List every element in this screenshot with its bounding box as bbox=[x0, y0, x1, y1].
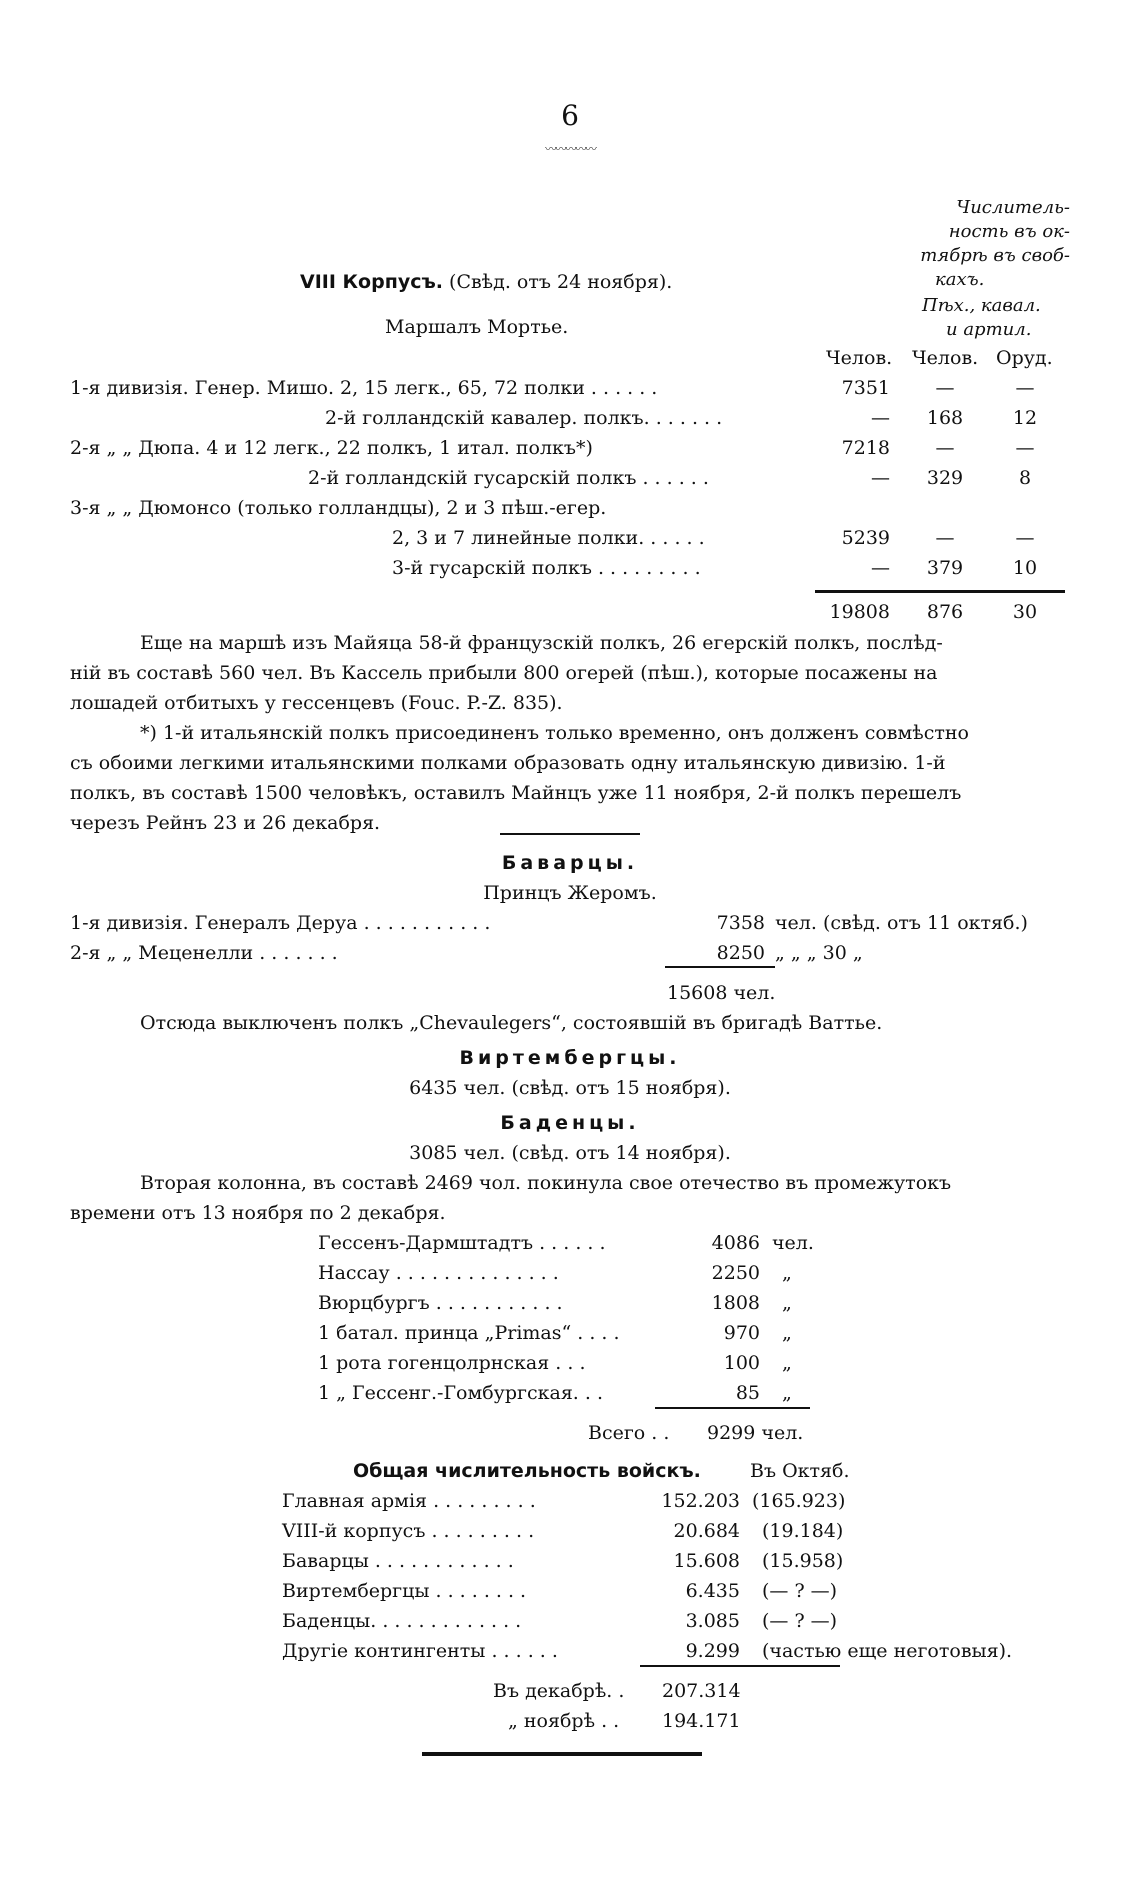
corps8-total-guns: 30 bbox=[1012, 601, 1038, 623]
contingent-num: 4086 bbox=[711, 1232, 760, 1254]
side-header-line: и артил. bbox=[946, 319, 1032, 340]
summary-label: Баденцы. . . . . . . . . . . . . bbox=[282, 1610, 522, 1632]
summary-nov-label: „ ноябрѣ . . bbox=[508, 1710, 620, 1732]
table-cell: — bbox=[935, 527, 955, 549]
contingents-total: 9299 чел. bbox=[707, 1422, 804, 1444]
col-header-men-2: Челов. bbox=[912, 347, 979, 369]
contingents-total-label: Всего . . bbox=[588, 1422, 670, 1444]
corps8-total-cav: 876 bbox=[926, 601, 964, 623]
summary-label: Баварцы . . . . . . . . . . . . bbox=[282, 1550, 514, 1572]
bavarians-title: Баварцы. bbox=[501, 852, 639, 874]
table-cell: — bbox=[1015, 437, 1035, 459]
bavarians-row-tail: чел. (свѣд. отъ 11 октяб.) bbox=[775, 912, 1028, 934]
summary-label: Главная армія . . . . . . . . . bbox=[282, 1490, 536, 1512]
table-row-label: 1-я дивизія. Генер. Мишо. 2, 15 легк., 65, 72 полки . . . . . . bbox=[70, 377, 658, 399]
contingent-unit: „ bbox=[782, 1382, 792, 1404]
total-rule bbox=[665, 966, 775, 968]
table-row-label: 2-я „ „ Дюпа. 4 и 12 легк., 22 полкъ, 1 итал. полкъ*) bbox=[70, 437, 593, 459]
table-cell: 8 bbox=[1018, 467, 1032, 489]
bavarians-row: 2-я „ „ Меценелли . . . . . . . bbox=[70, 942, 338, 964]
summary-oct: (15.958) bbox=[762, 1550, 844, 1572]
corps8-marshal: Маршалъ Мортье. bbox=[385, 316, 569, 338]
bavarians-excluded: Отсюда выключенъ полкъ „Chevaulegers“, состоявшій въ бригадѣ Ваттье. bbox=[140, 1012, 883, 1034]
side-header-line: тябрѣ въ своб- bbox=[920, 245, 1070, 266]
wurttemberg-title: Виртембергцы. bbox=[459, 1047, 681, 1069]
section-divider bbox=[500, 833, 640, 835]
table-cell: 12 bbox=[1012, 407, 1038, 429]
bavarians-row-num: 8250 bbox=[716, 942, 765, 964]
bavarians-prince: Принцъ Жеромъ. bbox=[483, 882, 657, 904]
table-cell: 7218 bbox=[841, 437, 890, 459]
summary-label: VIII-й корпусъ . . . . . . . . . bbox=[282, 1520, 535, 1542]
corps8-source: (Свѣд. отъ 24 ноября). bbox=[449, 271, 673, 293]
contingent-num: 85 bbox=[735, 1382, 760, 1404]
total-rule bbox=[640, 1665, 840, 1667]
summary-num: 152.203 bbox=[661, 1490, 740, 1512]
summary-oct: (165.923) bbox=[752, 1490, 846, 1512]
summary-dec-label: Въ декабрѣ. . bbox=[493, 1680, 625, 1702]
summary-num: 9.299 bbox=[685, 1640, 740, 1662]
contingent-unit: чел. bbox=[772, 1232, 814, 1254]
contingent-unit: „ bbox=[782, 1292, 792, 1314]
contingent-num: 1808 bbox=[711, 1292, 760, 1314]
table-cell: — bbox=[935, 437, 955, 459]
corps8-heading bbox=[300, 270, 672, 294]
contingent-label: 1 батал. принца „Primas“ . . . . bbox=[318, 1322, 620, 1344]
footnote-line: *) 1-й итальянскій полкъ присоединенъ только временно, онъ долженъ совмѣстно bbox=[140, 722, 969, 744]
side-header-line: Числитель- bbox=[956, 197, 1070, 218]
bavarians-total: 15608 чел. bbox=[667, 982, 776, 1004]
baden-title: Баденцы. bbox=[500, 1112, 640, 1134]
note-line: ній въ составѣ 560 чел. Въ Кассель прибыли 800 огерей (пѣш.), которые посажены на bbox=[70, 662, 938, 684]
summary-title: Общая числительность войскъ. bbox=[353, 1460, 701, 1482]
baden-line: 3085 чел. (свѣд. отъ 14 ноября). bbox=[409, 1142, 731, 1164]
footnote-line: съ обоими легкими итальянскими полками образовать одну итальянскую дивизію. 1-й bbox=[70, 752, 946, 774]
summary-oct: (— ? —) bbox=[762, 1610, 838, 1632]
note-line: Еще на маршѣ изъ Майяца 58-й французскій полкъ, 26 егерскій полкъ, послѣд- bbox=[140, 632, 943, 654]
end-rule bbox=[422, 1752, 702, 1756]
bavarians-row-num: 7358 bbox=[716, 912, 765, 934]
side-header-line: кахъ. bbox=[935, 269, 985, 290]
summary-num: 15.608 bbox=[673, 1550, 740, 1572]
table-row-label: 2-й голландскій кавалер. полкъ. . . . . . . bbox=[325, 407, 723, 429]
table-cell: — bbox=[1015, 377, 1035, 399]
summary-label: Другіе контингенты . . . . . . bbox=[282, 1640, 558, 1662]
summary-num: 3.085 bbox=[685, 1610, 740, 1632]
wurttemberg-line: 6435 чел. (свѣд. отъ 15 ноября). bbox=[409, 1077, 731, 1099]
contingent-num: 970 bbox=[723, 1322, 760, 1344]
contingent-unit: „ bbox=[782, 1322, 792, 1344]
side-header-line: Пѣх., кавал. bbox=[922, 295, 1041, 316]
table-cell: 329 bbox=[926, 467, 964, 489]
note-line: лошадей отбитыхъ у гессенцевъ (Fouc. P.-Z. 835). bbox=[70, 692, 563, 714]
summary-oct-header: Въ Октяб. bbox=[750, 1460, 850, 1482]
contingent-label: Нассау . . . . . . . . . . . . . . bbox=[318, 1262, 559, 1284]
table-cell: — bbox=[871, 407, 890, 429]
baden-column-line: Вторая колонна, въ составѣ 2469 чол. покинула свое отечество въ промежутокъ bbox=[140, 1172, 952, 1194]
col-header-guns: Оруд. bbox=[996, 347, 1053, 369]
table-cell: — bbox=[871, 467, 890, 489]
page-ornament: 〰〰〰〰〰 bbox=[544, 142, 595, 156]
side-header-line: ность въ ок- bbox=[948, 221, 1070, 242]
contingent-label: 1 „ Гессенг.-Гомбургская. . . bbox=[318, 1382, 603, 1404]
table-row-label: 2-й голландскій гусарскій полкъ . . . . . . bbox=[308, 467, 709, 489]
corps8-total-men: 19808 bbox=[829, 601, 890, 623]
table-row-label: 3-й гусарскій полкъ . . . . . . . . . bbox=[392, 557, 701, 579]
summary-oct: (19.184) bbox=[762, 1520, 844, 1542]
contingent-num: 2250 bbox=[711, 1262, 760, 1284]
summary-oct: (частью еще неготовыя). bbox=[762, 1640, 1013, 1662]
bavarians-row-tail: „ „ „ 30 „ bbox=[775, 942, 863, 964]
corps8-title: VIII Корпусъ. bbox=[300, 271, 443, 293]
summary-nov-total: 194.171 bbox=[662, 1710, 741, 1732]
table-cell: 168 bbox=[926, 407, 964, 429]
contingent-unit: „ bbox=[782, 1262, 792, 1284]
summary-dec-total: 207.314 bbox=[662, 1680, 741, 1702]
table-cell: — bbox=[935, 377, 955, 399]
summary-num: 6.435 bbox=[685, 1580, 740, 1602]
col-header-men: Челов. bbox=[826, 347, 893, 369]
contingent-num: 100 bbox=[723, 1352, 760, 1374]
summary-num: 20.684 bbox=[673, 1520, 740, 1542]
total-rule bbox=[815, 590, 1065, 593]
table-cell: — bbox=[1015, 527, 1035, 549]
table-row-label: 3-я „ „ Дюмонсо (только голландцы), 2 и 3 пѣш.-егер. bbox=[70, 497, 607, 519]
contingent-label: 1 рота гогенцолрнская . . . bbox=[318, 1352, 586, 1374]
table-row-label: 2, 3 и 7 линейные полки. . . . . . bbox=[392, 527, 705, 549]
table-cell: 379 bbox=[926, 557, 964, 579]
baden-column-line: времени отъ 13 ноября по 2 декабря. bbox=[70, 1202, 446, 1224]
table-cell: 5239 bbox=[841, 527, 890, 549]
table-cell: — bbox=[871, 557, 890, 579]
summary-label: Виртембергцы . . . . . . . . bbox=[282, 1580, 527, 1602]
footnote-line: черезъ Рейнъ 23 и 26 декабря. bbox=[70, 812, 381, 834]
summary-oct: (— ? —) bbox=[762, 1580, 838, 1602]
bavarians-row: 1-я дивизія. Генералъ Деруа . . . . . . . . . . . bbox=[70, 912, 491, 934]
table-cell: 10 bbox=[1012, 557, 1038, 579]
contingent-label: Гессенъ-Дармштадтъ . . . . . . bbox=[318, 1232, 606, 1254]
page-number: 6 bbox=[561, 99, 579, 132]
contingent-unit: „ bbox=[782, 1352, 792, 1374]
table-cell: 7351 bbox=[841, 377, 890, 399]
contingent-label: Вюрцбургъ . . . . . . . . . . . bbox=[318, 1292, 563, 1314]
total-rule bbox=[655, 1407, 810, 1409]
footnote-line: полкъ, въ составѣ 1500 человѣкъ, оставилъ Майнцъ уже 11 ноября, 2-й полкъ перешелъ bbox=[70, 782, 962, 804]
